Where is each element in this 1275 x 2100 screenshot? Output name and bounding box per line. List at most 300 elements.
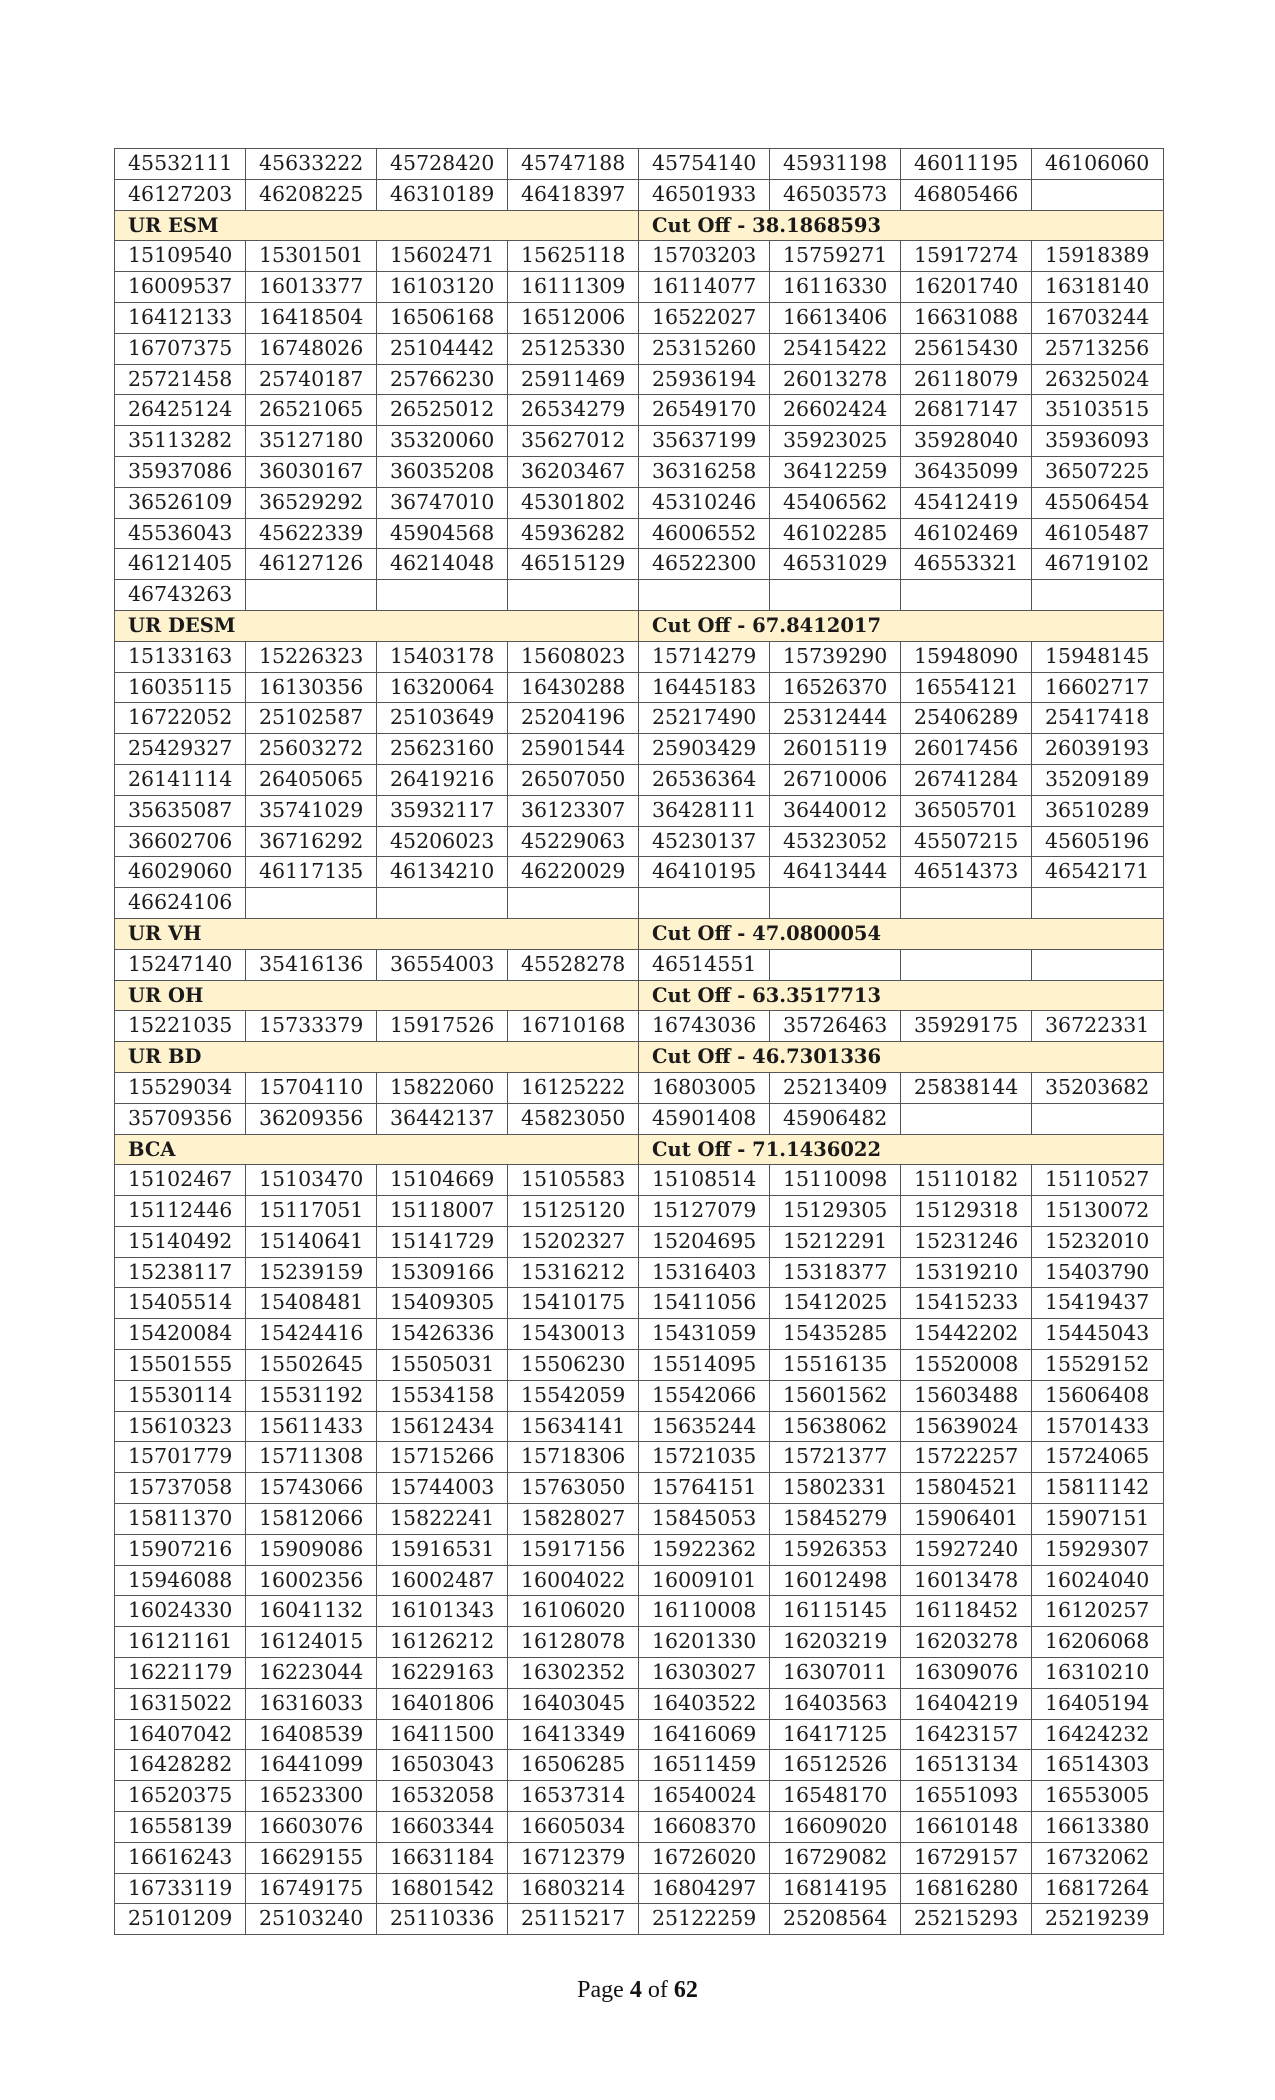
roll-number-cell: 16404219 [901, 1688, 1032, 1719]
roll-number-cell: 16603344 [377, 1812, 508, 1843]
roll-number-cell: 16013377 [246, 272, 377, 303]
roll-number-cell: 25936194 [639, 364, 770, 395]
roll-number-cell: 16726020 [639, 1842, 770, 1873]
roll-number-cell: 26534279 [508, 395, 639, 426]
page-footer [0, 1977, 1275, 2004]
roll-number-cell: 45406562 [770, 487, 901, 518]
table-row [115, 179, 1164, 210]
roll-number-cell: 45230137 [639, 826, 770, 857]
roll-number-cell: 25838144 [901, 1072, 1032, 1103]
roll-number-cell: 16024040 [1032, 1565, 1164, 1596]
roll-number-cell: 15109540 [115, 241, 246, 272]
roll-number-cell: 25103649 [377, 703, 508, 734]
roll-number-cell: 15744003 [377, 1473, 508, 1504]
roll-number-cell: 15722257 [901, 1442, 1032, 1473]
roll-number-cell: 16707375 [115, 333, 246, 364]
roll-number-cell: 15212291 [770, 1226, 901, 1257]
roll-number-cell: 15204695 [639, 1226, 770, 1257]
roll-number-cell: 46106060 [1032, 149, 1164, 180]
roll-number-cell: 16407042 [115, 1719, 246, 1750]
roll-number-cell: 15639024 [901, 1411, 1032, 1442]
roll-number-cell: 16115145 [770, 1596, 901, 1627]
roll-number-cell: 16540024 [639, 1781, 770, 1812]
roll-number-cell: 15110098 [770, 1165, 901, 1196]
roll-number-cell: 35929175 [901, 1011, 1032, 1042]
roll-number-cell: 36203467 [508, 456, 639, 487]
roll-number-cell: 46134210 [377, 857, 508, 888]
roll-number-cell: 46719102 [1032, 549, 1164, 580]
roll-number-cell: 15501555 [115, 1350, 246, 1381]
roll-number-cell: 16229163 [377, 1658, 508, 1689]
roll-number-cell: 46503573 [770, 179, 901, 210]
roll-number-cell: 15602471 [377, 241, 508, 272]
roll-number-cell: 16203219 [770, 1627, 901, 1658]
roll-number-cell: 46117135 [246, 857, 377, 888]
roll-number-cell: 16116330 [770, 272, 901, 303]
roll-number-cell [901, 949, 1032, 980]
roll-number-cell: 16703244 [1032, 302, 1164, 333]
roll-number-cell: 15907151 [1032, 1504, 1164, 1535]
table-row [115, 1658, 1164, 1689]
roll-number-cell: 16411500 [377, 1719, 508, 1750]
roll-number-cell [1032, 949, 1164, 980]
category-label: UR OH [115, 980, 639, 1011]
roll-number-cell: 16506285 [508, 1750, 639, 1781]
roll-number-cell: 45931198 [770, 149, 901, 180]
roll-number-cell: 16608370 [639, 1812, 770, 1843]
roll-number-cell: 45906482 [770, 1103, 901, 1134]
roll-number-cell: 16316033 [246, 1688, 377, 1719]
roll-number-cell: 25213409 [770, 1072, 901, 1103]
roll-number-cell: 45823050 [508, 1103, 639, 1134]
roll-number-cell: 16523300 [246, 1781, 377, 1812]
cutoff-score: Cut Off - 71.1436022 [639, 1134, 1164, 1165]
roll-number-cell: 25101209 [115, 1904, 246, 1935]
roll-number-cell: 16710168 [508, 1011, 639, 1042]
footer-prefix: Page [577, 1977, 630, 2003]
roll-number-cell: 16801542 [377, 1873, 508, 1904]
roll-number-cell: 45301802 [508, 487, 639, 518]
roll-number-cell: 16307011 [770, 1658, 901, 1689]
table-row [115, 734, 1164, 765]
roll-number-cell: 46127126 [246, 549, 377, 580]
table-row [115, 241, 1164, 272]
roll-number-cell: 15411056 [639, 1288, 770, 1319]
roll-number-cell: 15534158 [377, 1380, 508, 1411]
roll-number-cell: 16603076 [246, 1812, 377, 1843]
roll-number-cell: 16814195 [770, 1873, 901, 1904]
roll-number-cell [770, 580, 901, 611]
roll-number-cell: 16423157 [901, 1719, 1032, 1750]
table-row [115, 672, 1164, 703]
roll-number-cell: 16610148 [901, 1812, 1032, 1843]
roll-number-cell: 15202327 [508, 1226, 639, 1257]
roll-number-cell: 15737058 [115, 1473, 246, 1504]
roll-number-cell: 26017456 [901, 734, 1032, 765]
roll-number-cell: 16803005 [639, 1072, 770, 1103]
roll-number-cell: 16803214 [508, 1873, 639, 1904]
roll-number-cell: 26507050 [508, 764, 639, 795]
roll-number-cell: 26118079 [901, 364, 1032, 395]
roll-number-cell: 46743263 [115, 580, 246, 611]
roll-number-cell: 45528278 [508, 949, 639, 980]
roll-number-cell: 15415233 [901, 1288, 1032, 1319]
table-row [115, 1904, 1164, 1935]
roll-number-cell: 16548170 [770, 1781, 901, 1812]
roll-number-cell: 25315260 [639, 333, 770, 364]
table-row [115, 764, 1164, 795]
roll-number-cell: 25903429 [639, 734, 770, 765]
roll-number-cell: 15502645 [246, 1350, 377, 1381]
roll-number-cell: 25115217 [508, 1904, 639, 1935]
table-row [115, 641, 1164, 672]
roll-number-cell: 15426336 [377, 1319, 508, 1350]
roll-number-cell: 36316258 [639, 456, 770, 487]
roll-number-cell: 45633222 [246, 149, 377, 180]
roll-number-cell: 15634141 [508, 1411, 639, 1442]
roll-number-cell: 45229063 [508, 826, 639, 857]
roll-number-cell: 15110182 [901, 1165, 1032, 1196]
roll-number-cell: 36554003 [377, 949, 508, 980]
roll-number-cell: 15721377 [770, 1442, 901, 1473]
roll-number-cell: 35416136 [246, 949, 377, 980]
category-label: UR DESM [115, 610, 639, 641]
roll-number-cell: 45605196 [1032, 826, 1164, 857]
roll-number-cell: 15301501 [246, 241, 377, 272]
roll-number-cell: 16511459 [639, 1750, 770, 1781]
roll-number-cell: 26013278 [770, 364, 901, 395]
roll-number-cell: 46514373 [901, 857, 1032, 888]
roll-number-cell: 15410175 [508, 1288, 639, 1319]
roll-number-cell: 16514303 [1032, 1750, 1164, 1781]
roll-number-cell: 16537314 [508, 1781, 639, 1812]
roll-number-cell: 35741029 [246, 795, 377, 826]
roll-number-cell: 16405194 [1032, 1688, 1164, 1719]
roll-number-cell: 15743066 [246, 1473, 377, 1504]
roll-number-cell: 16416069 [639, 1719, 770, 1750]
roll-number-cell [1032, 1103, 1164, 1134]
roll-number-cell: 46127203 [115, 179, 246, 210]
roll-number-cell: 16126212 [377, 1627, 508, 1658]
category-label: UR ESM [115, 210, 639, 241]
roll-number-cell: 15319210 [901, 1257, 1032, 1288]
roll-number-cell: 16441099 [246, 1750, 377, 1781]
roll-number-cell: 15611433 [246, 1411, 377, 1442]
roll-number-cell [1032, 888, 1164, 919]
roll-number-cell: 36123307 [508, 795, 639, 826]
roll-number-cell: 15739290 [770, 641, 901, 672]
roll-number-cell: 15759271 [770, 241, 901, 272]
roll-number-cell: 35932117 [377, 795, 508, 826]
roll-number-cell: 16526370 [770, 672, 901, 703]
table-row [115, 1842, 1164, 1873]
roll-number-cell: 46220029 [508, 857, 639, 888]
roll-number-cell: 36716292 [246, 826, 377, 857]
roll-number-cell: 45506454 [1032, 487, 1164, 518]
roll-number-cell: 26536364 [639, 764, 770, 795]
roll-number-cell: 15704110 [246, 1072, 377, 1103]
roll-number-cell: 45936282 [508, 518, 639, 549]
roll-number-cell: 46553321 [901, 549, 1032, 580]
roll-number-cell [508, 580, 639, 611]
roll-number-cell: 15445043 [1032, 1319, 1164, 1350]
table-row [115, 1196, 1164, 1227]
table-body [115, 149, 1164, 1935]
roll-number-cell: 36428111 [639, 795, 770, 826]
roll-number-cell: 16729082 [770, 1842, 901, 1873]
roll-number-cell: 15909086 [246, 1534, 377, 1565]
roll-number-cell: 16520375 [115, 1781, 246, 1812]
roll-number-cell: 15506230 [508, 1350, 639, 1381]
roll-number-cell: 15812066 [246, 1504, 377, 1535]
roll-number-cell [377, 888, 508, 919]
roll-number-cell: 46105487 [1032, 518, 1164, 549]
roll-number-cell: 15112446 [115, 1196, 246, 1227]
roll-number-cell: 45622339 [246, 518, 377, 549]
roll-number-cell: 46624106 [115, 888, 246, 919]
roll-number-cell: 16609020 [770, 1812, 901, 1843]
roll-number-cell: 15125120 [508, 1196, 639, 1227]
roll-number-cell: 16631088 [901, 302, 1032, 333]
roll-number-cell: 16223044 [246, 1658, 377, 1689]
roll-number-cell: 15105583 [508, 1165, 639, 1196]
roll-number-cell: 25208564 [770, 1904, 901, 1935]
table-row [115, 1596, 1164, 1627]
roll-number-cell: 36030167 [246, 456, 377, 487]
roll-number-cell: 25125330 [508, 333, 639, 364]
roll-number-cell: 36412259 [770, 456, 901, 487]
roll-number-cell: 16315022 [115, 1688, 246, 1719]
roll-number-cell [901, 580, 1032, 611]
roll-number-cell: 16512006 [508, 302, 639, 333]
roll-number-cell: 16012498 [770, 1565, 901, 1596]
table-row [115, 1319, 1164, 1350]
table-row [115, 395, 1164, 426]
roll-number-cell: 16024330 [115, 1596, 246, 1627]
roll-number-cell: 25623160 [377, 734, 508, 765]
roll-number-cell: 16722052 [115, 703, 246, 734]
category-label: UR VH [115, 918, 639, 949]
roll-number-cell: 15103470 [246, 1165, 377, 1196]
total-page-count: 62 [673, 1977, 698, 2003]
roll-number-cell: 25219239 [1032, 1904, 1164, 1935]
roll-number-cell: 36510289 [1032, 795, 1164, 826]
roll-number-cell: 45310246 [639, 487, 770, 518]
cutoff-score: Cut Off - 38.1868593 [639, 210, 1164, 241]
table-row [115, 1411, 1164, 1442]
roll-number-cell: 15610323 [115, 1411, 246, 1442]
roll-number-cell: 15625118 [508, 241, 639, 272]
roll-number-cell: 15232010 [1032, 1226, 1164, 1257]
roll-number-cell: 15603488 [901, 1380, 1032, 1411]
roll-number-cell: 16743036 [639, 1011, 770, 1042]
roll-number-cell: 15318377 [770, 1257, 901, 1288]
roll-number-cell: 35209189 [1032, 764, 1164, 795]
table-row [115, 1504, 1164, 1535]
roll-number-cell [901, 1103, 1032, 1134]
roll-number-cell: 25429327 [115, 734, 246, 765]
roll-number-cell [377, 580, 508, 611]
roll-number-cell: 25603272 [246, 734, 377, 765]
table-row [115, 857, 1164, 888]
roll-number-cell: 46413444 [770, 857, 901, 888]
roll-number-cell: 15102467 [115, 1165, 246, 1196]
roll-number-cell: 16206068 [1032, 1627, 1164, 1658]
roll-number-cell: 25217490 [639, 703, 770, 734]
footer-of: of [641, 1977, 674, 2003]
roll-number-cell: 36602706 [115, 826, 246, 857]
roll-number-cell: 16512526 [770, 1750, 901, 1781]
table-row [115, 1288, 1164, 1319]
roll-number-cell: 16201740 [901, 272, 1032, 303]
roll-number-cell: 15929307 [1032, 1534, 1164, 1565]
roll-number-cell: 16118452 [901, 1596, 1032, 1627]
roll-number-cell: 45507215 [901, 826, 1032, 857]
table-row [115, 1380, 1164, 1411]
roll-number-cell: 15701433 [1032, 1411, 1164, 1442]
roll-number-cell: 16749175 [246, 1873, 377, 1904]
table-row [115, 580, 1164, 611]
roll-number-cell: 15104669 [377, 1165, 508, 1196]
roll-number-cell: 16302352 [508, 1658, 639, 1689]
category-header-row [115, 1042, 1164, 1073]
roll-number-cell: 26525012 [377, 395, 508, 426]
roll-number-cell: 16613380 [1032, 1812, 1164, 1843]
roll-number-cell: 46522300 [639, 549, 770, 580]
roll-number-cell: 16503043 [377, 1750, 508, 1781]
roll-number-cell: 46029060 [115, 857, 246, 888]
cutoff-score: Cut Off - 63.3517713 [639, 980, 1164, 1011]
roll-number-cell: 16201330 [639, 1627, 770, 1658]
table-row [115, 456, 1164, 487]
roll-number-cell: 16513134 [901, 1750, 1032, 1781]
table-row [115, 1473, 1164, 1504]
roll-number-cell: 45754140 [639, 149, 770, 180]
roll-number-cell: 16403563 [770, 1688, 901, 1719]
roll-number-cell: 15927240 [901, 1534, 1032, 1565]
table-row [115, 272, 1164, 303]
roll-number-cell: 15926353 [770, 1534, 901, 1565]
roll-number-cell: 16203278 [901, 1627, 1032, 1658]
table-row [115, 487, 1164, 518]
roll-number-cell: 16629155 [246, 1842, 377, 1873]
roll-number-cell: 15917274 [901, 241, 1032, 272]
roll-number-cell: 16035115 [115, 672, 246, 703]
roll-number-cell: 16013478 [901, 1565, 1032, 1596]
roll-number-cell [639, 888, 770, 919]
roll-number-cell: 15531192 [246, 1380, 377, 1411]
table-row [115, 518, 1164, 549]
roll-number-cell: 15442202 [901, 1319, 1032, 1350]
roll-number-cell: 15403178 [377, 641, 508, 672]
roll-number-cell: 16124015 [246, 1627, 377, 1658]
roll-number-cell: 35127180 [246, 426, 377, 457]
roll-number-cell: 16130356 [246, 672, 377, 703]
roll-number-cell: 16553005 [1032, 1781, 1164, 1812]
roll-number-cell: 16309076 [901, 1658, 1032, 1689]
table-row [115, 1226, 1164, 1257]
roll-number-cell: 46515129 [508, 549, 639, 580]
table-row [115, 1257, 1164, 1288]
roll-number-cell: 16816280 [901, 1873, 1032, 1904]
category-header-row [115, 210, 1164, 241]
roll-number-cell: 16101343 [377, 1596, 508, 1627]
roll-number-cell: 46514551 [639, 949, 770, 980]
roll-number-cell: 15542059 [508, 1380, 639, 1411]
roll-number-cell: 16506168 [377, 302, 508, 333]
roll-number-cell: 16631184 [377, 1842, 508, 1873]
roll-number-cell: 26419216 [377, 764, 508, 795]
roll-number-table [114, 148, 1164, 1935]
roll-number-cell: 15530114 [115, 1380, 246, 1411]
roll-number-cell: 15140641 [246, 1226, 377, 1257]
roll-number-cell: 15804521 [901, 1473, 1032, 1504]
roll-number-cell: 26602424 [770, 395, 901, 426]
table-row [115, 549, 1164, 580]
roll-number-cell: 45904568 [377, 518, 508, 549]
roll-number-cell: 16413349 [508, 1719, 639, 1750]
roll-number-cell: 15822241 [377, 1504, 508, 1535]
roll-number-cell: 46310189 [377, 179, 508, 210]
roll-number-cell: 35709356 [115, 1103, 246, 1134]
roll-number-cell: 45323052 [770, 826, 901, 857]
roll-number-cell: 15309166 [377, 1257, 508, 1288]
roll-number-cell [901, 888, 1032, 919]
roll-number-cell: 15140492 [115, 1226, 246, 1257]
table-row [115, 149, 1164, 180]
roll-number-cell: 15529034 [115, 1072, 246, 1103]
roll-number-cell: 15129318 [901, 1196, 1032, 1227]
roll-number-cell: 15141729 [377, 1226, 508, 1257]
roll-number-cell: 25615430 [901, 333, 1032, 364]
roll-number-cell: 15845279 [770, 1504, 901, 1535]
roll-number-cell: 26039193 [1032, 734, 1164, 765]
roll-number-cell: 16558139 [115, 1812, 246, 1843]
table-row [115, 1072, 1164, 1103]
roll-number-cell: 15520008 [901, 1350, 1032, 1381]
roll-number-cell: 15822060 [377, 1072, 508, 1103]
roll-number-cell: 16817264 [1032, 1873, 1164, 1904]
roll-number-cell: 26325024 [1032, 364, 1164, 395]
roll-number-cell: 16221179 [115, 1658, 246, 1689]
roll-number-cell: 16401806 [377, 1688, 508, 1719]
roll-number-cell: 16613406 [770, 302, 901, 333]
roll-number-cell: 46410195 [639, 857, 770, 888]
roll-number-cell: 15608023 [508, 641, 639, 672]
roll-number-cell: 45532111 [115, 149, 246, 180]
roll-number-cell: 35627012 [508, 426, 639, 457]
roll-number-cell: 25110336 [377, 1904, 508, 1935]
table-row [115, 795, 1164, 826]
roll-number-cell [1032, 179, 1164, 210]
roll-number-cell: 15845053 [639, 1504, 770, 1535]
roll-number-cell: 15238117 [115, 1257, 246, 1288]
roll-number-cell: 16551093 [901, 1781, 1032, 1812]
roll-number-cell: 45728420 [377, 149, 508, 180]
roll-number-cell: 36440012 [770, 795, 901, 826]
roll-number-cell: 15946088 [115, 1565, 246, 1596]
roll-number-cell [639, 580, 770, 611]
roll-number-cell: 16120257 [1032, 1596, 1164, 1627]
roll-number-cell [508, 888, 639, 919]
roll-number-cell: 15721035 [639, 1442, 770, 1473]
roll-number-cell: 16403045 [508, 1688, 639, 1719]
roll-number-cell: 35937086 [115, 456, 246, 487]
cutoff-score: Cut Off - 47.0800054 [639, 918, 1164, 949]
roll-number-cell: 25204196 [508, 703, 639, 734]
roll-number-cell: 26549170 [639, 395, 770, 426]
roll-number-cell: 46542171 [1032, 857, 1164, 888]
